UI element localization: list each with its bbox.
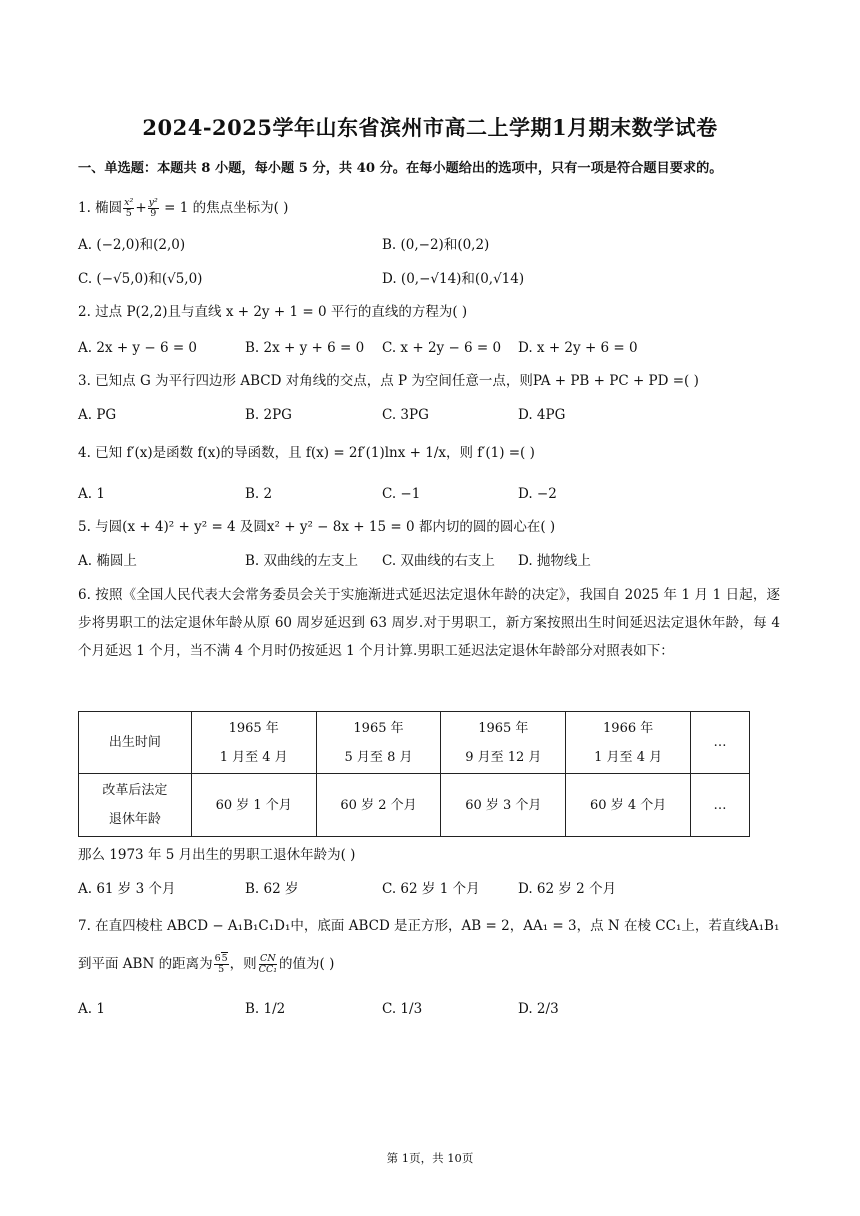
q6-option-c: C. 62 岁 1 个月	[382, 881, 480, 897]
section-heading: 一、单选题：本题共 8 小题，每小题 5 分，共 40 分。在每小题给出的选项中，只有一项是符合题目要求的。	[78, 161, 723, 176]
q7-option-c: C. 1/3	[382, 1001, 423, 1017]
q4-option-c: C. −1	[382, 486, 421, 502]
q5-option-c: C. 双曲线的右支上	[382, 553, 495, 569]
page-title: 2024-2025学年山东省滨州市高二上学期1月期末数学试卷	[142, 115, 718, 140]
question-6-text: 6. 按照《全国人民代表大会常务委员会关于实施渐进式延迟法定退休年龄的决定》，我国自 2025 年 1 月 1 日起，逐步将男职工的法定退休年龄从原 60 周岁延迟到 63 周岁.对于男职工，新方案按照出生时间延迟法定退休年龄，每 4 个月延迟 1 个月，当不满 4 个月时仍按延迟 1 个月计算.男职工延迟法定退休年龄部分对照表如下：	[78, 587, 780, 659]
table-cell: …	[691, 712, 750, 774]
q6-option-a: A. 61 岁 3 个月	[78, 881, 176, 897]
table-cell: 1965 年 1 月至 4 月	[191, 712, 316, 774]
q3-option-c: C. 3PG	[382, 407, 429, 423]
question-5: 5. 与圆(x + 4)² + y² = 4 及圆x² + y² − 8x + 15 = 0 都内切的圆的圆心在( )	[78, 519, 556, 535]
q2-option-a: A. 2x + y − 6 = 0	[78, 340, 198, 356]
question-1: 1. 椭圆 $\frac{\text{x²}}{5}$ + $\frac{\text{y²}}{9}$ = 1 的焦点坐标为( )	[78, 197, 289, 219]
q5-option-b: B. 双曲线的左支上	[245, 553, 359, 569]
question-6-ask: 那么 1973 年 5 月出生的男职工退休年龄为( )	[78, 847, 356, 863]
question-1-lead: 1. 椭圆	[78, 200, 123, 216]
q6-option-b: B. 62 岁	[245, 881, 299, 897]
q7-option-d: D. 2/3	[518, 1001, 559, 1017]
table-cell: 1965 年 5 月至 8 月	[316, 712, 441, 774]
question-7-line-2: 到平面 ABN 的距离为 $\frac{65}{5}$ ，则 $\frac{CN}{\text{CC₁}}$ 的值为( )	[78, 953, 335, 975]
table-row	[79, 712, 750, 774]
page-footer: 第 1页，共 10页	[386, 1151, 474, 1165]
question-7-line-1: 7. 在直四棱柱 ABCD − A₁B₁C₁D₁中，底面 ABCD 是正方形，AB = 2，AA₁ = 3，点 N 在棱 CC₁上，若直线A₁B₁	[78, 918, 780, 934]
q4-option-d: D. −2	[518, 486, 557, 502]
q1-option-a: A. (−2,0)和(2,0)	[78, 237, 186, 253]
q5-option-a: A. 椭圆上	[78, 553, 137, 569]
question-1-tail: 的焦点坐标为( )	[188, 200, 289, 216]
q3-option-d: D. 4PG	[518, 407, 566, 423]
q2-option-b: B. 2x + y + 6 = 0	[245, 340, 365, 356]
q3-option-b: B. 2PG	[245, 407, 292, 423]
q7-option-b: B. 1/2	[245, 1001, 286, 1017]
q2-option-d: D. x + 2y + 6 = 0	[518, 340, 638, 356]
retirement-table	[78, 711, 750, 837]
q2-option-c: C. x + 2y − 6 = 0	[382, 340, 502, 356]
q1-option-d: D. (0,−√14)和(0,√14)	[382, 271, 525, 287]
table-cell: 60 岁 3 个月	[441, 774, 566, 837]
table-cell: 1965 年 9 月至 12 月	[441, 712, 566, 774]
table-cell: 60 岁 1 个月	[191, 774, 316, 837]
q7-option-a: A. 1	[78, 1001, 105, 1017]
question-2: 2. 过点 P(2,2)且与直线 x + 2y + 1 = 0 平行的直线的方程为( )	[78, 304, 468, 320]
q6-option-d: D. 62 岁 2 个月	[518, 881, 617, 897]
q3-option-a: A. PG	[78, 407, 117, 423]
q1-option-b: B. (0,−2)和(0,2)	[382, 237, 490, 253]
table-cell: 出生时间	[79, 712, 192, 774]
table-cell: 60 岁 4 个月	[566, 774, 691, 837]
question-3: 3. 已知点 G 为平行四边形 ABCD 对角线的交点，点 P 为空间任意一点，则PA + PB + PC + PD =( )	[78, 373, 699, 389]
q1-option-c: C. (−√5,0)和(√5,0)	[78, 271, 203, 287]
table-cell: 1966 年 1 月至 4 月	[566, 712, 691, 774]
q4-option-a: A. 1	[78, 486, 105, 502]
q5-option-d: D. 抛物线上	[518, 553, 591, 569]
question-4: 4. 已知 f′(x)是函数 f(x)的导函数，且 f(x) = 2f′(1)lnx + 1/x，则 f′(1) =( )	[78, 445, 535, 461]
q4-option-b: B. 2	[245, 486, 273, 502]
table-row	[79, 774, 750, 837]
table-cell: …	[691, 774, 750, 837]
table-cell: 改革后法定 退休年龄	[79, 774, 192, 837]
table-cell: 60 岁 2 个月	[316, 774, 441, 837]
